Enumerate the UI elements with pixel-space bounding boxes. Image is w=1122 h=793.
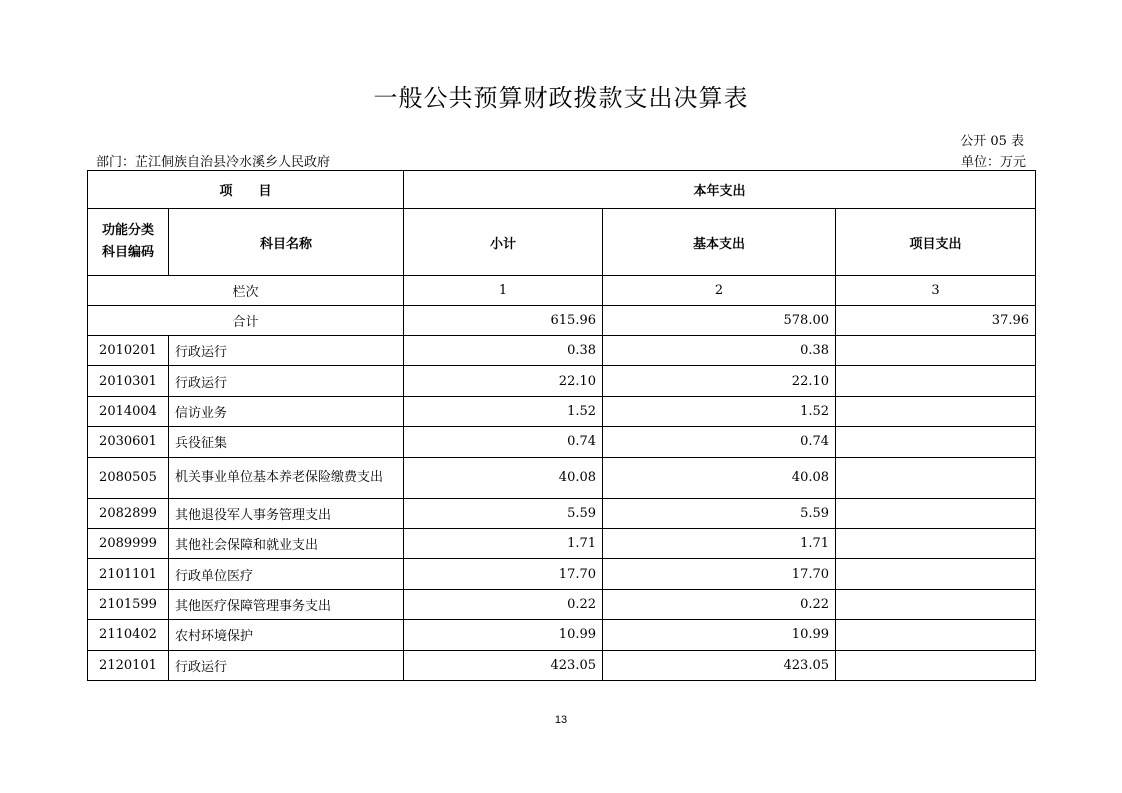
row-subtotal: 423.05 bbox=[404, 650, 603, 680]
header-project: 项目支出 bbox=[836, 209, 1036, 276]
row-subtotal: 0.38 bbox=[404, 336, 603, 366]
column-number-2: 2 bbox=[603, 276, 836, 306]
table-row bbox=[88, 589, 1036, 619]
row-basic: 1.71 bbox=[603, 528, 836, 558]
row-basic: 0.38 bbox=[603, 336, 836, 366]
row-code: 2014004 bbox=[88, 396, 169, 426]
column-number-row bbox=[88, 276, 1036, 306]
page-number: 13 bbox=[554, 714, 568, 726]
row-name: 农村环境保护 bbox=[169, 620, 404, 650]
column-number-1: 1 bbox=[404, 276, 603, 306]
row-project bbox=[836, 650, 1036, 680]
row-project bbox=[836, 498, 1036, 528]
total-project: 37.96 bbox=[836, 306, 1036, 336]
table-row bbox=[88, 427, 1036, 457]
row-project bbox=[836, 427, 1036, 457]
row-subtotal: 10.99 bbox=[404, 620, 603, 650]
row-project bbox=[836, 396, 1036, 426]
row-code: 2010201 bbox=[88, 336, 169, 366]
table-row bbox=[88, 498, 1036, 528]
row-code: 2080505 bbox=[88, 457, 169, 498]
row-name: 信访业务 bbox=[169, 396, 404, 426]
row-subtotal: 0.22 bbox=[404, 589, 603, 619]
row-subtotal: 1.52 bbox=[404, 396, 603, 426]
row-code: 2101599 bbox=[88, 589, 169, 619]
table-row bbox=[88, 528, 1036, 558]
row-basic: 1.52 bbox=[603, 396, 836, 426]
header-item: 项 目 bbox=[88, 171, 404, 209]
row-code: 2010301 bbox=[88, 366, 169, 396]
header-name: 科目名称 bbox=[169, 209, 404, 276]
row-name: 机关事业单位基本养老保险缴费支出 bbox=[169, 457, 404, 498]
row-basic: 0.22 bbox=[603, 589, 836, 619]
row-subtotal: 0.74 bbox=[404, 427, 603, 457]
row-name: 其他医疗保障管理事务支出 bbox=[169, 589, 404, 619]
row-subtotal: 5.59 bbox=[404, 498, 603, 528]
row-code: 2082899 bbox=[88, 498, 169, 528]
row-name: 其他退役军人事务管理支出 bbox=[169, 498, 404, 528]
row-basic: 10.99 bbox=[603, 620, 836, 650]
row-project bbox=[836, 620, 1036, 650]
row-basic: 17.70 bbox=[603, 559, 836, 589]
row-project bbox=[836, 528, 1036, 558]
row-subtotal: 40.08 bbox=[404, 457, 603, 498]
row-code: 2101101 bbox=[88, 559, 169, 589]
form-number: 公开 05 表 bbox=[960, 134, 1024, 149]
row-name: 行政单位医疗 bbox=[169, 559, 404, 589]
row-name: 行政运行 bbox=[169, 650, 404, 680]
row-code: 2030601 bbox=[88, 427, 169, 457]
row-name: 其他社会保障和就业支出 bbox=[169, 528, 404, 558]
table-row bbox=[88, 620, 1036, 650]
row-subtotal: 1.71 bbox=[404, 528, 603, 558]
column-number-3: 3 bbox=[836, 276, 1036, 306]
page-title: 一般公共预算财政拨款支出决算表 bbox=[373, 84, 749, 112]
row-basic: 22.10 bbox=[603, 366, 836, 396]
table-row bbox=[88, 366, 1036, 396]
row-basic: 5.59 bbox=[603, 498, 836, 528]
table-row bbox=[88, 559, 1036, 589]
row-code: 2110402 bbox=[88, 620, 169, 650]
row-name: 兵役征集 bbox=[169, 427, 404, 457]
row-project bbox=[836, 559, 1036, 589]
row-subtotal: 22.10 bbox=[404, 366, 603, 396]
table-row bbox=[88, 457, 1036, 498]
table-row bbox=[88, 650, 1036, 680]
unit-label: 单位：万元 bbox=[960, 155, 1026, 170]
header-row-2 bbox=[88, 209, 1036, 276]
row-name: 行政运行 bbox=[169, 336, 404, 366]
total-row bbox=[88, 306, 1036, 336]
header-basic: 基本支出 bbox=[603, 209, 836, 276]
department-label: 部门：芷江侗族自治县冷水溪乡人民政府 bbox=[96, 155, 331, 170]
column-number-label: 栏次 bbox=[88, 276, 404, 306]
table-row bbox=[88, 336, 1036, 366]
row-project bbox=[836, 366, 1036, 396]
row-code: 2120101 bbox=[88, 650, 169, 680]
header-code: 功能分类科目编码 bbox=[88, 209, 169, 276]
row-subtotal: 17.70 bbox=[404, 559, 603, 589]
row-name: 行政运行 bbox=[169, 366, 404, 396]
row-basic: 423.05 bbox=[603, 650, 836, 680]
total-subtotal: 615.96 bbox=[404, 306, 603, 336]
row-project bbox=[836, 457, 1036, 498]
row-project bbox=[836, 589, 1036, 619]
total-label: 合计 bbox=[88, 306, 404, 336]
header-subtotal: 小计 bbox=[404, 209, 603, 276]
total-basic: 578.00 bbox=[603, 306, 836, 336]
header-row-1 bbox=[88, 171, 1036, 209]
header-current-year: 本年支出 bbox=[404, 171, 1036, 209]
row-basic: 0.74 bbox=[603, 427, 836, 457]
row-project bbox=[836, 336, 1036, 366]
row-code: 2089999 bbox=[88, 528, 169, 558]
row-basic: 40.08 bbox=[603, 457, 836, 498]
table-row bbox=[88, 396, 1036, 426]
expenditure-table bbox=[87, 170, 1036, 681]
